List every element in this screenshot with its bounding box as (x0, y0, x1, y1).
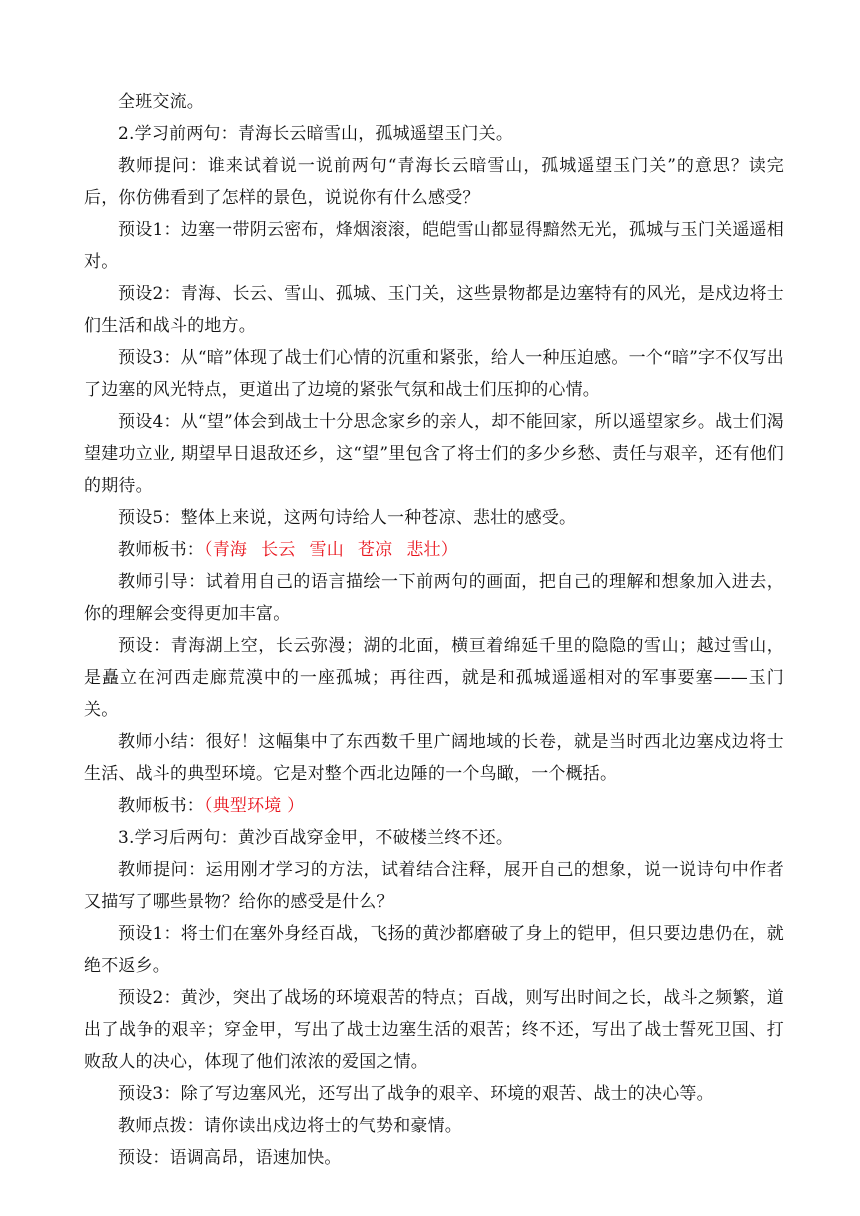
board-writing (84, 790, 784, 822)
lesson-plan-body (84, 86, 784, 1174)
teacher-hint: 教师点拨：请你读出戍边将士的气势和豪情。 (118, 1116, 462, 1136)
board-item: 悲壮 (406, 540, 441, 560)
preset-answer: 预设4：从“望”体会到战士十分思念家乡的亲人，却不能回家，所以遥望家乡。战士们渴望建功立业, 期望早日退敌还乡，这“望”里包含了将士们的多少乡愁、责任与艰辛，还有他们的期待。 (84, 412, 784, 496)
board-item: 青海 (212, 540, 248, 560)
board-writing-label: 教师板书： (118, 540, 204, 560)
preset-answer: 预设1：将士们在塞外身经百战，飞扬的黄沙都磨破了身上的铠甲，但只要边患仍在，就绝不返乡。 (84, 924, 784, 976)
board-writing-open: （ (204, 540, 213, 560)
board-item: 长云 (261, 540, 296, 560)
teacher-summary: 教师小结：很好！这幅集中了东西数千里广阔地域的长卷，就是当时西北边塞戍边将士生活、战斗的典型环境。它是对整个西北边陲的一个鸟瞰，一个概括。 (84, 732, 784, 784)
preset-answer: 预设：语调高昂，语速加快。 (118, 1148, 342, 1168)
paragraph: 全班交流。 (118, 92, 204, 112)
preset-answer: 预设5：整体上来说，这两句诗给人一种苍凉、悲壮的感受。 (118, 508, 577, 528)
section-heading: 3.学习后两句：黄沙百战穿金甲，不破楼兰终不还。 (118, 828, 514, 848)
board-writing-label: 教师板书： (118, 796, 204, 816)
preset-answer: 预设3：从“暗”体现了战士们心情的沉重和紧张，给人一种压迫感。一个“暗”字不仅写出了边塞的风光特点，更道出了边境的紧张气氛和战士们压抑的心情。 (84, 348, 784, 400)
board-item: 雪山 (309, 540, 344, 560)
preset-answer: 预设3：除了写边塞风光，还写出了战争的艰辛、环境的艰苦、战士的决心等。 (118, 1084, 714, 1104)
preset-answer: 预设2：青海、长云、雪山、孤城、玉门关，这些景物都是边塞特有的风光，是戍边将士们生活和战斗的地方。 (84, 284, 784, 336)
board-item: （典型环境 ） (204, 796, 305, 816)
preset-answer: 预设1：边塞一带阴云密布，烽烟滚滚，皑皑雪山都显得黯然无光，孤城与玉门关遥遥相对。 (84, 220, 784, 272)
preset-answer: 预设2：黄沙，突出了战场的环境艰苦的特点；百战，则写出时间之长，战斗之频繁，道出了战争的艰辛；穿金甲，写出了战士边塞生活的艰苦；终不还，写出了战士誓死卫国、打败敌人的决心，体现了他们浓浓的爱国之情。 (84, 988, 784, 1072)
board-writing (84, 534, 784, 566)
board-writing-close: ） (440, 540, 458, 560)
teacher-question: 教师提问：谁来试着说一说前两句“青海长云暗雪山，孤城遥望玉门关”的意思？读完后，你仿佛看到了怎样的景色，说说你有什么感受？ (84, 156, 784, 208)
preset-answer: 预设：青海湖上空，长云弥漫；湖的北面，横亘着绵延千里的隐隐的雪山；越过雪山，是矗立在河西走廊荒漠中的一座孤城；再往西，就是和孤城遥遥相对的军事要塞——玉门关。 (84, 636, 784, 720)
section-heading: 2.学习前两句：青海长云暗雪山，孤城遥望玉门关。 (118, 124, 514, 144)
board-item: 苍凉 (357, 540, 393, 560)
teacher-guidance: 教师引导：试着用自己的语言描绘一下前两句的画面，把自己的理解和想象加入进去，你的理解会变得更加丰富。 (84, 572, 784, 624)
teacher-question: 教师提问：运用刚才学习的方法，试着结合注释，展开自己的想象，说一说诗句中作者又描写了哪些景物？给你的感受是什么？ (84, 860, 784, 912)
